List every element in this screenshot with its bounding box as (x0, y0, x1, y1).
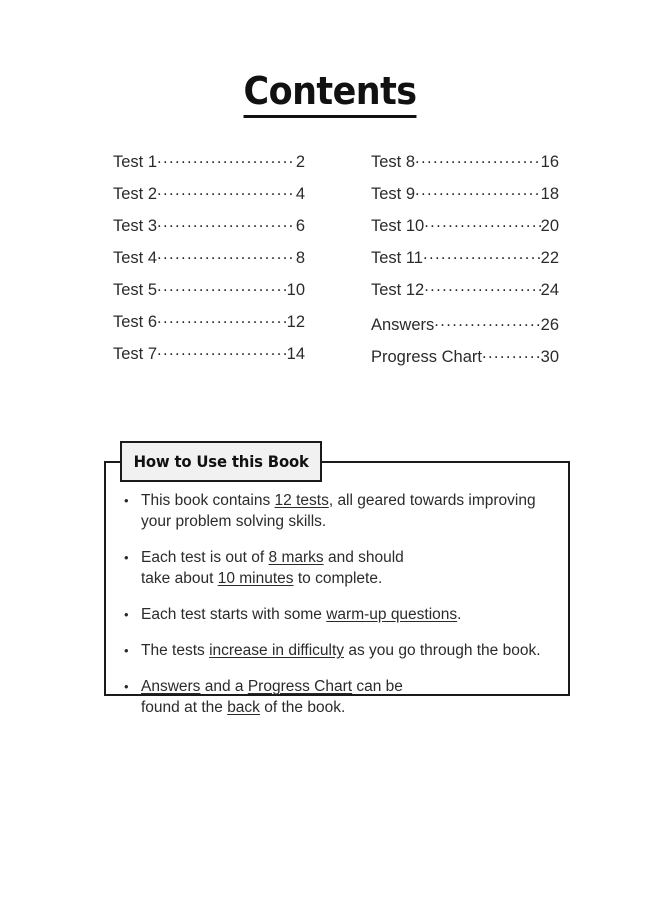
toc-column-left (113, 150, 305, 374)
toc-entry-page: 16 (540, 152, 559, 171)
toc-entry-page: 4 (295, 184, 305, 203)
bullet-item (124, 547, 564, 589)
toc-entry-page: 6 (295, 216, 305, 235)
bullet-marker-icon: • (124, 679, 129, 694)
toc-leader-dots (157, 150, 296, 167)
toc-entry[interactable] (113, 246, 305, 278)
bullet-item (124, 490, 564, 532)
toc-entry-page: 26 (540, 315, 559, 334)
toc-entry-page: 22 (540, 248, 559, 267)
toc-entry-label: Test 12 (371, 280, 425, 299)
toc-leader-dots (434, 313, 540, 330)
bullet-twelve-tests: This book contains 12 tests, all geared towards improving your problem solving skills. (141, 492, 536, 530)
toc-entry[interactable] (371, 278, 559, 310)
how-to-use-tab (120, 441, 322, 482)
toc-entry-page: 30 (540, 347, 559, 366)
toc-entry-label: Test 4 (113, 248, 158, 267)
toc-entry[interactable] (113, 214, 305, 246)
toc-leader-dots (424, 214, 540, 231)
toc-leader-dots (424, 278, 540, 295)
page-title-text: Contents (244, 72, 417, 118)
toc-leader-dots (157, 182, 296, 199)
toc-entry-label: Test 10 (371, 216, 425, 235)
toc-entry[interactable] (113, 342, 305, 374)
toc-leader-dots (482, 345, 541, 362)
toc-leader-dots (157, 310, 287, 327)
toc-leader-dots (415, 182, 541, 199)
toc-entry[interactable] (113, 150, 305, 182)
toc-entry[interactable] (113, 278, 305, 310)
toc-entry-page: 2 (295, 152, 305, 171)
toc-leader-dots (157, 246, 296, 263)
toc-entry[interactable] (371, 345, 559, 377)
toc-leader-dots (157, 278, 287, 295)
toc-entry-page: 20 (540, 216, 559, 235)
bullet-marker-icon: • (124, 643, 129, 658)
toc-entry[interactable] (371, 246, 559, 278)
toc-column-right (371, 150, 559, 377)
how-to-use-bullet-list (124, 490, 564, 718)
bullet-marker-icon: • (124, 550, 129, 565)
toc-entry-label: Test 1 (113, 152, 158, 171)
toc-entry[interactable] (113, 182, 305, 214)
toc-entry-page: 14 (286, 344, 305, 363)
bullet-marker-icon: • (124, 493, 129, 508)
bullet-difficulty: The tests increase in difficulty as you go through the book. (141, 642, 541, 659)
how-to-use-tab-label: How to Use this Book (133, 452, 309, 471)
toc-leader-dots (423, 246, 541, 263)
toc-entry-label: Test 2 (113, 184, 158, 203)
toc-leader-dots (415, 150, 541, 167)
toc-entry[interactable] (371, 150, 559, 182)
toc-entry[interactable] (371, 182, 559, 214)
bullet-item (124, 640, 564, 661)
table-of-contents (0, 150, 660, 380)
emphasised-phrase: back (227, 699, 260, 716)
toc-leader-dots (157, 214, 296, 231)
bullet-item (124, 604, 564, 625)
toc-entry-label: Answers (371, 315, 435, 334)
bullet-marker-icon: • (124, 607, 129, 622)
toc-entry-label: Test 9 (371, 184, 416, 203)
emphasised-phrase: 10 minutes (217, 570, 294, 587)
toc-entry-label: Progress Chart (371, 347, 482, 366)
toc-entry-page: 24 (540, 280, 559, 299)
bullet-marks-and-time: Each test is out of 8 marks and should take about 10 minutes to complete. (141, 549, 404, 587)
toc-entry-page: 10 (286, 280, 305, 299)
toc-entry[interactable] (371, 214, 559, 246)
page-title (0, 69, 660, 118)
toc-entry-page: 18 (540, 184, 559, 203)
emphasised-phrase: 8 marks (268, 549, 324, 566)
emphasised-phrase: warm-up questions (326, 606, 458, 623)
toc-entry-label: Test 8 (371, 152, 416, 171)
bullet-warm-up: Each test starts with some warm-up questions. (141, 606, 462, 623)
toc-entry[interactable] (113, 310, 305, 342)
toc-entry-label: Test 7 (113, 344, 158, 363)
emphasised-phrase: Answers (141, 678, 201, 695)
toc-entry-label: Test 11 (371, 248, 423, 267)
emphasised-phrase: 12 tests (274, 492, 329, 509)
toc-entry-label: Test 5 (113, 280, 158, 299)
toc-leader-dots (157, 342, 287, 359)
toc-entry-label: Test 6 (113, 312, 158, 331)
emphasised-phrase: Progress Chart (247, 678, 353, 695)
toc-entry-label: Test 3 (113, 216, 158, 235)
bullet-item (124, 676, 564, 718)
toc-entry[interactable] (371, 313, 559, 345)
bullet-answers-location: Answers and a Progress Chart can be found at the back of the book. (141, 678, 403, 716)
toc-entry-page: 8 (295, 248, 305, 267)
toc-entry-page: 12 (286, 312, 305, 331)
emphasised-phrase: increase in difficulty (209, 642, 345, 659)
